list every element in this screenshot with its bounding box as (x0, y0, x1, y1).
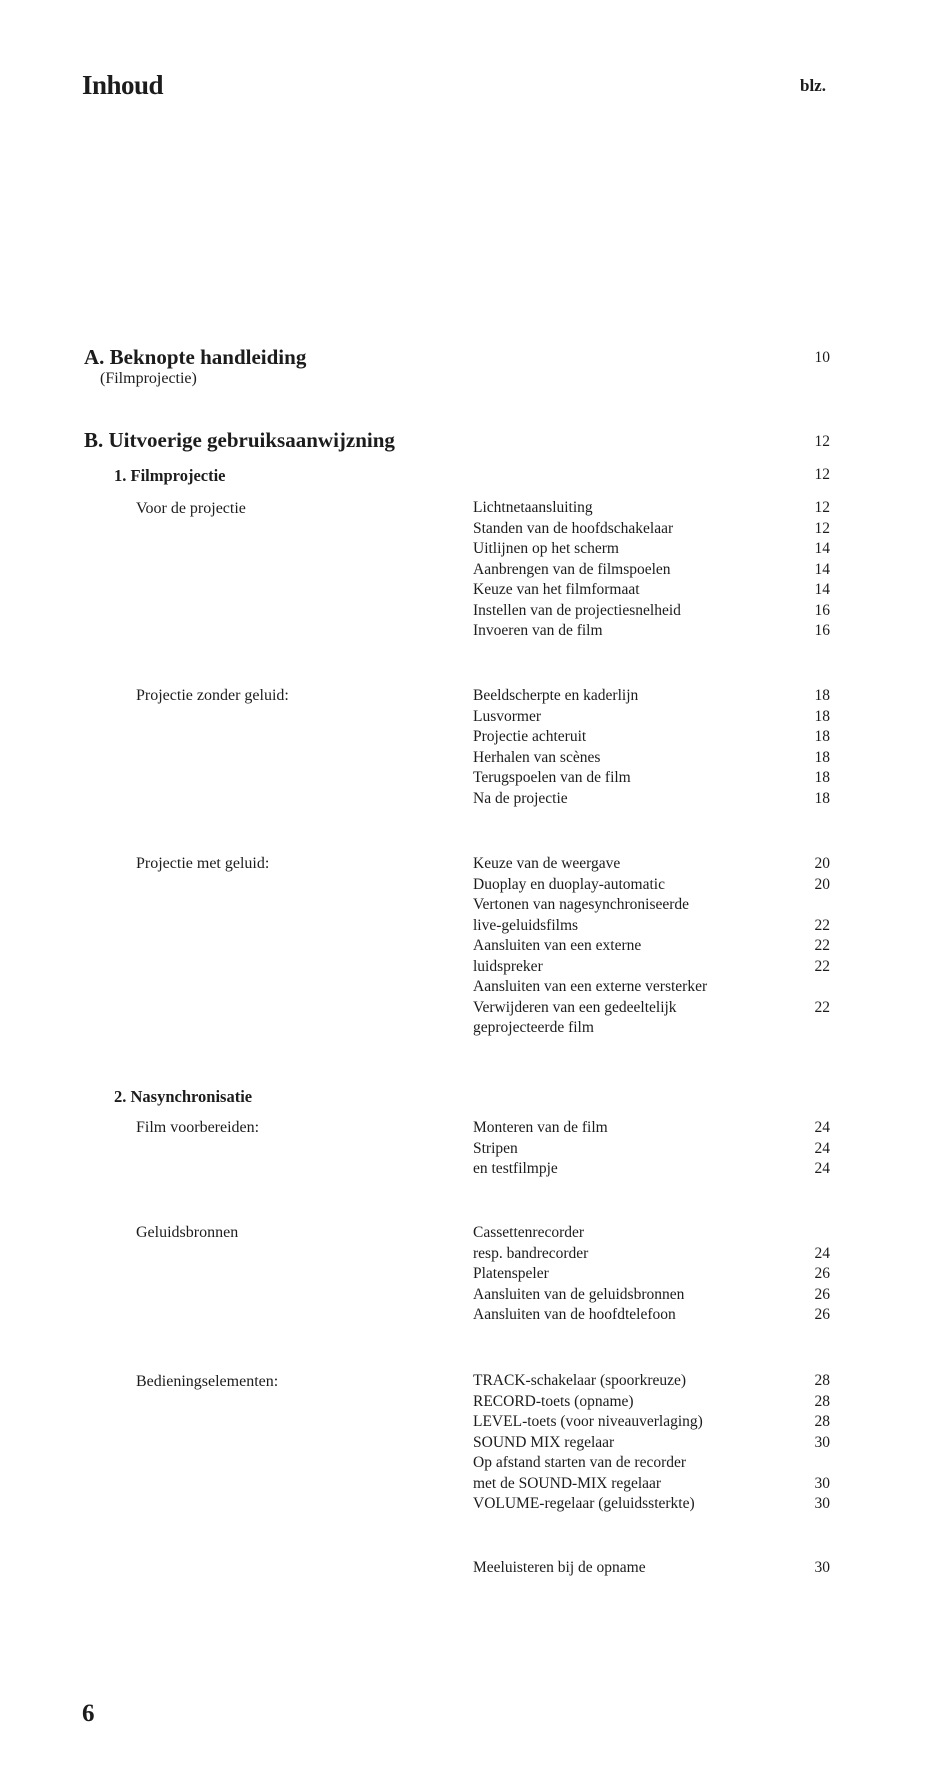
group-label: Projectie met geluid: (136, 855, 270, 872)
toc-item: Standen van de hoofdschakelaar (473, 519, 674, 537)
toc-page-list (760, 498, 830, 642)
toc-item: Terugspoelen van de film (473, 769, 631, 786)
group-label: Geluidsbronnen (136, 1224, 239, 1241)
toc-page: 30 (814, 1559, 830, 1576)
section-a-page: 10 (814, 349, 830, 366)
toc-item: LEVEL-toets (voor niveauverlaging) (473, 1413, 703, 1430)
toc-item: VOLUME-regelaar (geluidssterkte) (473, 1495, 695, 1512)
toc-page: 18 (814, 728, 830, 745)
toc-page: 30 (814, 1495, 830, 1512)
toc-item: Meeluisteren bij de opname (473, 1559, 646, 1576)
toc-page: 28 (814, 1413, 830, 1430)
toc-page: 24 (814, 1244, 830, 1262)
toc-item: met de SOUND-MIX regelaar (473, 1474, 662, 1492)
toc-page-list (760, 1558, 830, 1579)
toc-page: 22 (814, 937, 830, 954)
group-label: Film voorbereiden: (136, 1119, 260, 1136)
toc-page: 26 (814, 1285, 830, 1303)
toc-page: 22 (814, 957, 830, 975)
toc-item: Aanbrengen van de filmspoelen (473, 560, 671, 578)
toc-page: 12 (814, 519, 830, 537)
toc-item: Verwijderen van een gedeeltelijk (473, 998, 677, 1016)
toc-item: geprojecteerde film (473, 1019, 594, 1036)
toc-item: Keuze van de weergave (473, 855, 621, 872)
toc-item: Aansluiten van de geluidsbronnen (473, 1285, 685, 1303)
subsection-1-title: 1. Filmprojectie (114, 466, 226, 485)
toc-page: 20 (814, 875, 830, 893)
toc-page: 18 (814, 687, 830, 704)
toc-item: Beeldscherpte en kaderlijn (473, 687, 639, 704)
toc-page-list (760, 686, 830, 809)
toc-item: Aansluiten van een externe versterker (473, 978, 708, 995)
toc-page: 26 (814, 1265, 830, 1282)
toc-page: 30 (814, 1433, 830, 1451)
toc-item: luidspreker (473, 957, 543, 975)
toc-page: 26 (814, 1306, 830, 1323)
toc-list (473, 1118, 608, 1180)
toc-page: 12 (814, 499, 830, 516)
section-a-subtitle: (Filmprojectie) (100, 370, 197, 387)
toc-page: 18 (814, 769, 830, 786)
toc-item: Aansluiten van een externe (473, 937, 642, 954)
toc-item: Uitlijnen op het scherm (473, 540, 619, 557)
toc-item: Duoplay en duoplay-automatic (473, 875, 665, 893)
group-label: Bedieningselementen: (136, 1373, 279, 1390)
toc-item: Projectie achteruit (473, 728, 587, 745)
page-column-label: blz. (800, 76, 826, 95)
toc-page: 24 (814, 1139, 830, 1157)
subsection-1-page: 12 (814, 466, 830, 483)
group-label: Voor de projectie (136, 500, 246, 517)
toc-item: Lichtnetaansluiting (473, 499, 593, 516)
toc-item: live-geluidsfilms (473, 916, 579, 934)
toc-item: TRACK-schakelaar (spoorkreuze) (473, 1372, 687, 1389)
toc-page: 18 (814, 707, 830, 725)
toc-page: 30 (814, 1474, 830, 1492)
toc-page: 14 (814, 540, 830, 557)
toc-item: Stripen (473, 1139, 518, 1157)
toc-page: 16 (814, 601, 830, 619)
toc-page-list (760, 1371, 830, 1515)
toc-page (760, 1453, 830, 1474)
toc-page: 24 (814, 1160, 830, 1177)
toc-page-list (760, 854, 830, 1039)
toc-list (473, 1558, 646, 1579)
toc-page: 28 (814, 1372, 830, 1389)
toc-item: Platenspeler (473, 1265, 549, 1282)
toc-page-list (760, 1223, 830, 1326)
toc-item: Vertonen van nagesynchroniseerde (473, 896, 690, 913)
toc-item: Monteren van de film (473, 1119, 608, 1136)
section-b-page: 12 (814, 433, 830, 450)
toc-list (473, 854, 707, 1039)
toc-page (760, 1223, 830, 1244)
page-number: 6 (82, 1700, 95, 1727)
toc-page: 22 (814, 998, 830, 1016)
toc-item: Invoeren van de film (473, 622, 603, 639)
toc-page: 24 (814, 1119, 830, 1136)
page-title: Inhoud (82, 70, 164, 100)
toc-list (473, 686, 638, 809)
toc-item: resp. bandrecorder (473, 1244, 589, 1262)
toc-item: Op afstand starten van de recorder (473, 1454, 687, 1471)
toc-item: Cassettenrecorder (473, 1224, 585, 1241)
section-b-title: B. Uitvoerige gebruiksaanwijzning (84, 428, 395, 452)
toc-item: Instellen van de projectiesnelheid (473, 601, 681, 619)
toc-list (473, 1371, 703, 1515)
toc-item: Na de projectie (473, 789, 568, 807)
subsection-2-title: 2. Nasynchronisatie (114, 1087, 253, 1106)
toc-page: 16 (814, 622, 830, 639)
toc-page: 20 (814, 855, 830, 872)
toc-item: en testfilmpje (473, 1160, 558, 1177)
toc-page: 14 (814, 560, 830, 578)
toc-item: Aansluiten van de hoofdtelefoon (473, 1306, 676, 1323)
toc-list (473, 498, 681, 642)
toc-page: 28 (814, 1392, 830, 1410)
group-label: Projectie zonder geluid: (136, 687, 289, 704)
toc-item: SOUND MIX regelaar (473, 1433, 615, 1451)
section-a-title: A. Beknopte handleiding (84, 345, 307, 369)
toc-page: 18 (814, 748, 830, 766)
toc-item: Herhalen van scènes (473, 748, 601, 766)
toc-item: Keuze van het filmformaat (473, 581, 640, 598)
toc-item: Lusvormer (473, 707, 542, 725)
toc-page: 22 (814, 916, 830, 934)
toc-page (760, 1018, 830, 1039)
toc-page (760, 895, 830, 916)
toc-page (760, 977, 830, 998)
toc-item: RECORD-toets (opname) (473, 1392, 634, 1410)
toc-page-list (760, 1118, 830, 1180)
toc-list (473, 1223, 684, 1326)
toc-page: 14 (814, 581, 830, 598)
toc-page: 18 (814, 789, 830, 807)
